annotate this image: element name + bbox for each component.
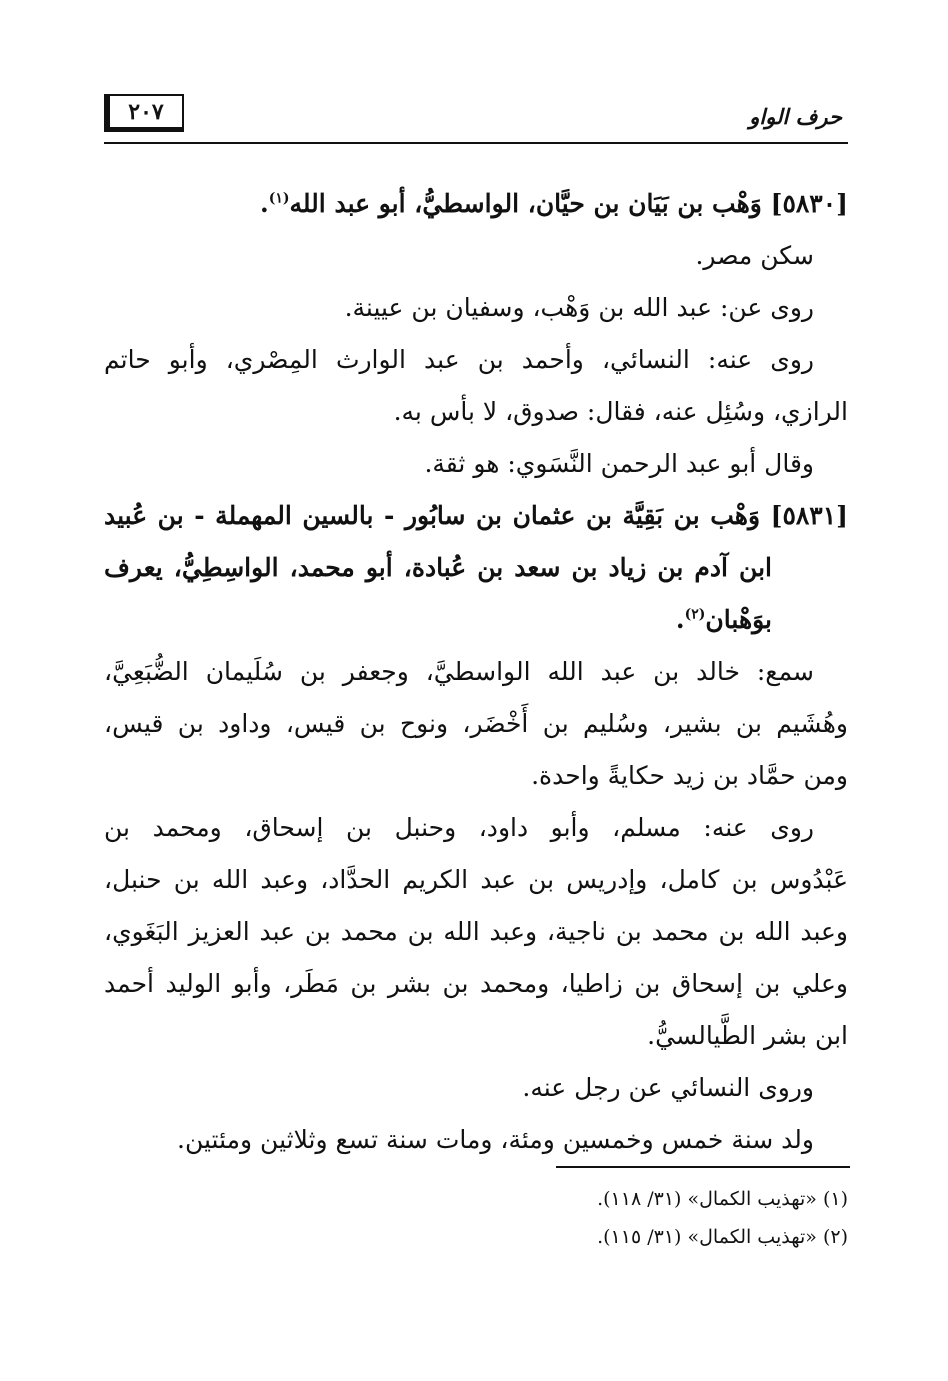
text-line: ومن حمَّاد بن زيد حكايةً واحدة. <box>531 761 848 790</box>
footnote-text: «تهذيب الكمال» (٣١/ ١١٨). <box>597 1188 817 1210</box>
entry-number: [٥٨٣٠] <box>770 189 848 218</box>
footnote-number: (١) <box>822 1188 848 1210</box>
text-line: سكن مصر. <box>695 241 814 270</box>
footnote-rule <box>556 1166 850 1168</box>
text-line: سمع: خالد بن عبد الله الواسطيَّ، وجعفر بن سُلَيمان الضُّبَعِيَّ، <box>104 657 814 686</box>
text-line: وهُشَيم بن بشير، وسُليم بن أَخْضَر، ونوح بن قيس، وداود بن قيس، <box>104 709 848 738</box>
text-line: روى عن: عبد الله بن وَهْب، وسفيان بن عيينة. <box>344 293 814 322</box>
entry-number: [٥٨٣١] <box>770 501 848 530</box>
page-header <box>104 92 848 144</box>
header-rule <box>104 142 848 144</box>
entry-heading: [٥٨٣٠] وَهْب بن بَيَان بن حيَّان، الواسطيُّ، أبو عبد الله$^{(١)}$. <box>260 189 848 218</box>
footnote-number: (٢) <box>822 1226 848 1248</box>
entry-heading-cont: بوَهْبان$^{(٢)}$. <box>675 605 772 634</box>
chapter-title: حرف الواو <box>749 104 842 129</box>
text-line: وروى النسائي عن رجل عنه. <box>522 1073 814 1102</box>
footnotes <box>104 1180 848 1256</box>
text-line: الرازي، وسُئِل عنه، فقال: صدوق، لا بأس به. <box>393 397 848 426</box>
page-number: ٢٠٧ <box>128 98 164 125</box>
text-line: عَبْدُوس بن كامل، وإدريس بن عبد الكريم الحدَّاد، وعبد الله بن حنبل، <box>104 865 848 894</box>
entry-name: وَهْب بن بَقِيَّة بن عثمان بن سابُور - بالسين المهملة - بن عُبيد <box>104 501 761 530</box>
entry-heading <box>104 490 848 542</box>
entry-heading-cont: ابن آدم بن زياد بن سعد بن عُبادة، أبو محمد، الواسِطِيُّ، يعرف <box>104 553 772 582</box>
text-line: ولد سنة خمس وخمسين ومئة، ومات سنة تسع وثلاثين ومئتين. <box>177 1125 814 1154</box>
footnote <box>104 1180 848 1218</box>
text-line: ابن بشر الطَّيالسيُّ. <box>647 1021 848 1050</box>
entry-name: وَهْب بن بَيَان بن حيَّان، الواسطيُّ، أبو عبد الله <box>289 189 762 218</box>
page-number-box <box>104 94 184 132</box>
footnote-text: «تهذيب الكمال» (٣١/ ١١٥). <box>597 1226 817 1248</box>
footnote-ref: (٢) <box>684 606 706 623</box>
text-line: وعلي بن إسحاق بن زاطيا، ومحمد بن بشر بن مَطَر، وأبو الوليد أحمد <box>104 969 848 998</box>
text-line: روى عنه: مسلم، وأبو داود، وحنبل بن إسحاق، ومحمد بن <box>104 813 814 842</box>
text-line: روى عنه: النسائي، وأحمد بن عبد الوارث المِصْري، وأبو حاتم <box>104 345 814 374</box>
footnote <box>104 1218 848 1256</box>
main-text <box>104 178 848 1166</box>
text-line: وقال أبو عبد الرحمن النَّسَوي: هو ثقة. <box>424 449 814 478</box>
text-line: وعبد الله بن محمد بن ناجية، وعبد الله بن محمد بن عبد العزيز البَغَوي، <box>104 917 848 946</box>
footnote-ref: (١) <box>268 190 290 207</box>
